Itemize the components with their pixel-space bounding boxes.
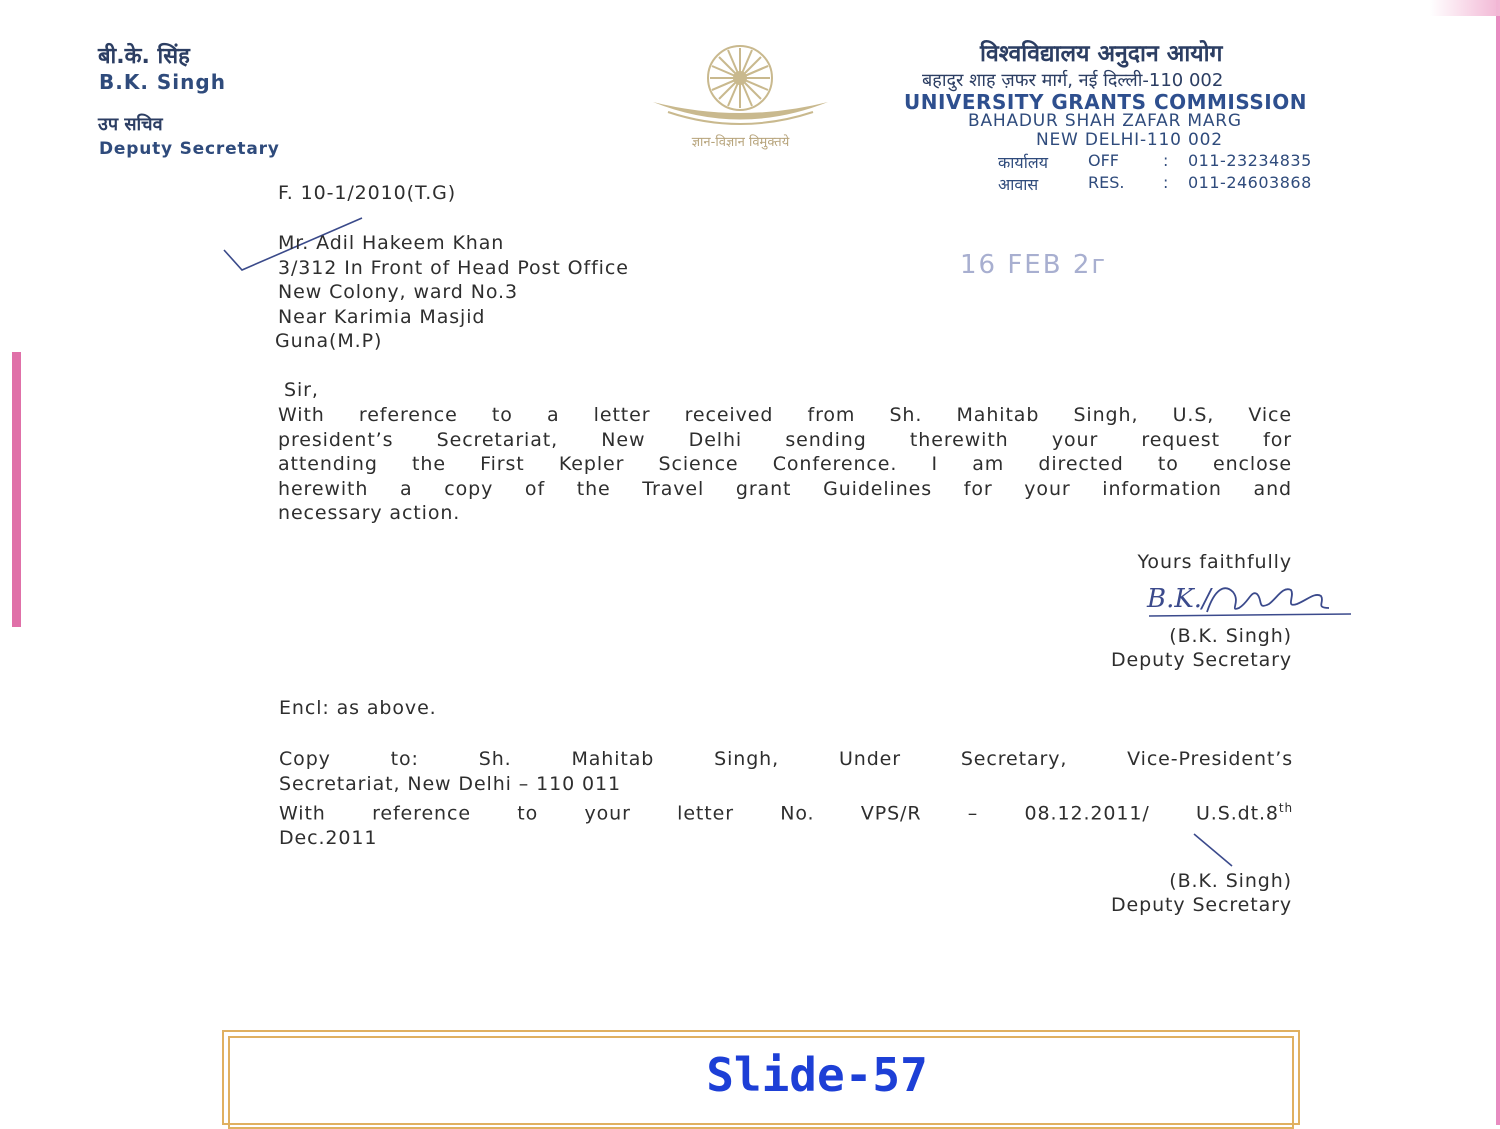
org-name-hindi: विश्वविद्यालय अनुदान आयोग — [980, 41, 1223, 67]
salutation: Sir, — [284, 379, 319, 401]
org-office-phone-row — [998, 151, 1348, 173]
letter-body — [278, 403, 1292, 526]
date-stamp: 16 FEB 2г — [960, 250, 1108, 280]
copy-to-block — [279, 747, 1293, 850]
reference-sup: th — [1278, 801, 1293, 815]
recipient-line: 3/312 In Front of Head Post Office — [278, 256, 629, 279]
signatory2-title: Deputy Secretary — [1111, 894, 1292, 916]
office-label: OFF — [1088, 151, 1119, 170]
signatory-name: (B.K. Singh) — [1169, 625, 1292, 647]
signature-text: B.K./ — [1147, 584, 1211, 614]
reference-line — [279, 796, 1293, 826]
sender-name-english: B.K. Singh — [99, 70, 226, 94]
res-phone: 011-24603868 — [1188, 173, 1312, 192]
file-number: F. 10-1/2010(T.G) — [278, 182, 457, 204]
ugc-emblem — [648, 32, 833, 152]
sender-name-hindi: बी.के. सिंह — [98, 44, 190, 69]
closing: Yours faithfully — [1137, 551, 1292, 573]
signature-scrawl-icon — [1145, 578, 1355, 620]
signature-stroke-icon — [1190, 830, 1240, 870]
body-line: With reference to a letter received from Sh. Mahitab Singh, U.S, Vice — [278, 404, 1292, 426]
recipient-line: New Colony, ward No.3 — [278, 281, 518, 303]
page-edge — [1496, 0, 1500, 1125]
signatory2-name: (B.K. Singh) — [1169, 870, 1292, 892]
body-line: necessary action. — [278, 502, 461, 524]
enclosure: Encl: as above. — [279, 697, 437, 719]
recipient-address — [275, 231, 629, 354]
recipient-line: Near Karimia Masjid — [278, 305, 486, 328]
office-separator: : — [1163, 151, 1169, 170]
ugc-emblem-icon — [648, 32, 833, 132]
org-address-hindi: बहादुर शाह ज़फर मार्ग, नई दिल्ली-110 002 — [922, 70, 1224, 91]
org-address-line2: NEW DELHI-110 002 — [1036, 130, 1223, 150]
copy-to-line: Secretariat, New Delhi – 110 011 — [279, 772, 621, 795]
res-separator: : — [1163, 173, 1169, 192]
slide-label: Slide-57 — [706, 1048, 928, 1102]
sender-title-english: Deputy Secretary — [99, 139, 280, 159]
office-label-hindi: कार्यालय — [998, 153, 1048, 172]
org-res-phone-row — [998, 173, 1348, 195]
sender-title-hindi: उप सचिव — [98, 114, 163, 135]
page-corner — [1430, 0, 1500, 16]
signatory-title: Deputy Secretary — [1111, 649, 1292, 671]
signature — [1145, 578, 1355, 620]
recipient-line: Guna(M.P) — [275, 330, 383, 352]
org-address-line1: BAHADUR SHAH ZAFAR MARG — [968, 111, 1242, 131]
copy-to-line: Copy to: Sh. Mahitab Singh, Under Secretary, Vice-President’s — [279, 748, 1293, 770]
emblem-motto: ज्ञान-विज्ञान विमुक्तये — [691, 135, 790, 150]
scan-edge-mark — [12, 352, 21, 627]
reference-line-2: Dec.2011 — [279, 826, 378, 849]
body-line: attending the First Kepler Science Conference. I am directed to enclose — [278, 453, 1292, 475]
office-phone: 011-23234835 — [1188, 151, 1312, 170]
org-name-english: UNIVERSITY GRANTS COMMISSION — [904, 90, 1307, 114]
res-label: RES. — [1088, 173, 1125, 192]
body-line: herewith a copy of the Travel grant Guidelines for your information and — [278, 477, 1292, 500]
body-line: president’s Secretariat, New Delhi sending therewith your request for — [278, 428, 1292, 451]
res-label-hindi: आवास — [998, 175, 1039, 194]
reference-text: With reference to your letter No. VPS/R – 08.12.2011/ U.S.dt.8 — [279, 802, 1279, 825]
recipient-line: Mr. Adil Hakeem Khan — [278, 232, 505, 254]
